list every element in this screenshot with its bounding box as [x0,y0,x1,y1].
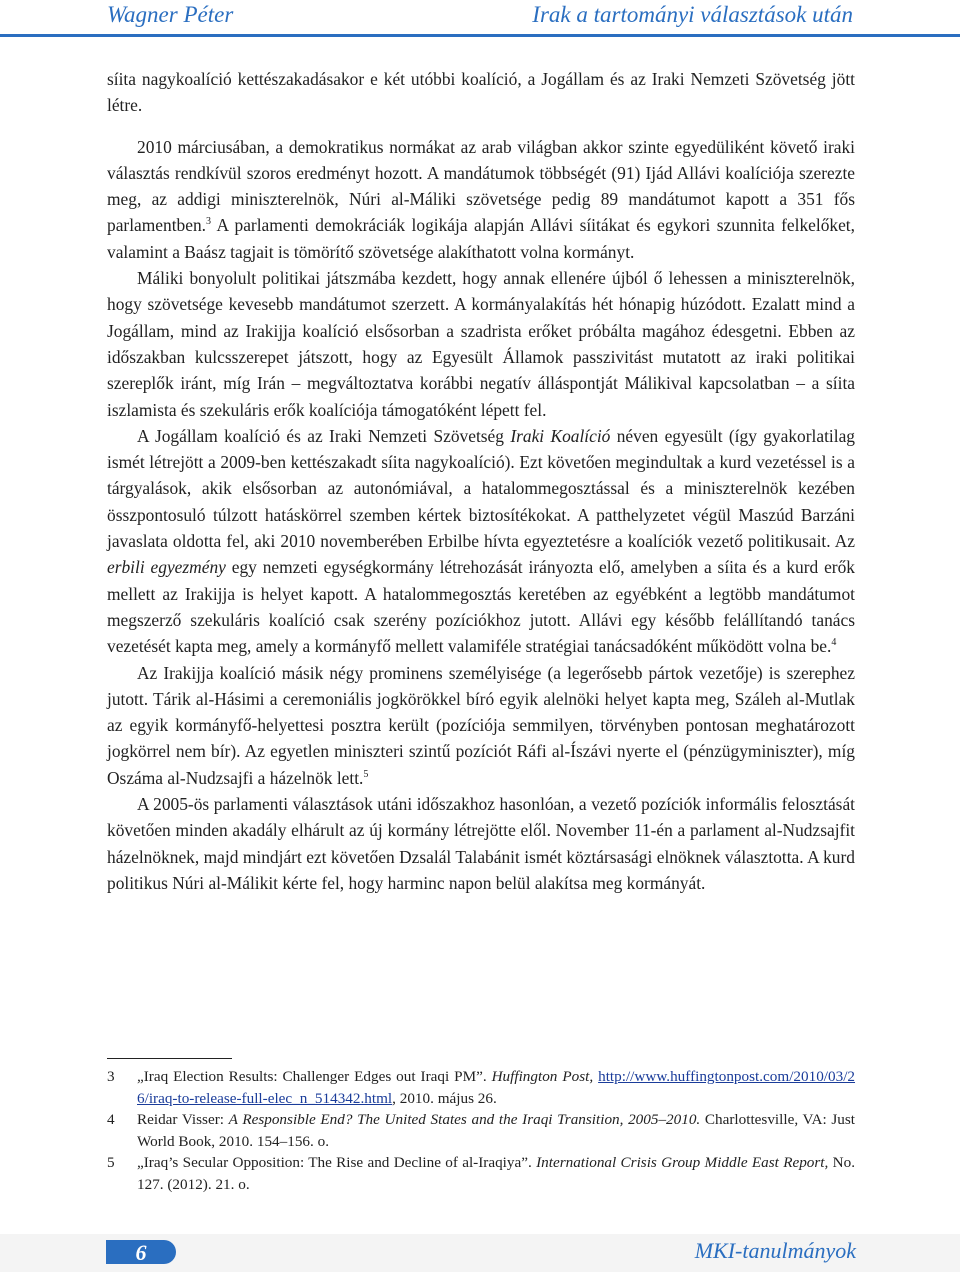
footnote-ref-5[interactable]: 5 [363,768,369,780]
page-number: 6 [106,1240,176,1264]
footnote-5: 5 „Iraq’s Secular Opposition: The Rise and Decline of al-Iraqiya”. International Crisis Group Middle East Report, No. 127. (2012). 21. o. [107,1154,855,1193]
footnote-link[interactable]: http://www.huffingtonpost.com/2010/03/26/iraq-to-release-full-elec_n_514342.html [137,1068,856,1107]
journal-name: MKI-tanulmányok [694,1238,856,1263]
footnote-ref-4[interactable]: 4 [831,637,837,649]
paragraph-iraqiya: Az Irakijja koalíció másik négy prominens személyisége (a legerősebb pártok vezetője) is szerephez jutott. Tárik al-Hásimi a ceremoniális jogkörökkel bíró egyik alelnöki helyet kapta meg, Száleh al-Mutlak az egyik kormányfő-helyettesi posztra került (pozíciója semmilyen, törvényben pontosan meghatározott jogkörrel nem bír). Az egyetlen miniszteri szintű pozíciót Ráfi al-Íszávi nyerte el (pénzügyminiszter), míg Oszáma al-Nudzsajfi a házelnök lett.$^5$ [107,662,855,788]
footnote-ref-3[interactable]: 3 [206,216,211,228]
running-author: Wagner Péter [107,2,234,27]
paragraph-election-2010: 2010 márciusában, a demokratikus normákat az arab világban akkor szinte egyedüliként követő iraki választás rendkívül szoros eredményt hozott. A mandátumok többségét (91) Ijád Allávi koalíciója szerezte meg, az addigi miniszterelnök, Núri al-Máliki szövetsége pedig 89 mandátumot kapott a 351 fős parlamentben.$^3$ A parlamenti demokráciák logikája alapján Allávi síitákat és egykori szunnita felkelőket, valamint a Baász tagjait is tömörítő szövetsége alakíthatott volna kormányt. [107,136,855,262]
footnote-4: 4 Reidar Visser: A Responsible End? The United States and the Iraqi Transition, 2005–2010. Charlottesville, VA: Just World Book, 2010. 154–156. o. [107,1111,855,1150]
paragraph-coalition: A Jogállam koalíció és az Iraki Nemzeti Szövetség Iraki Koalíció néven egyesült (így gyakorlatilag ismét létrejött a 2009-ben kettészakadt síita nagykoalíció). Ezt követően megindultak a kurd vezetéssel is a tárgyalások, akik elsősorban az autonómiával, a hatalommegosztással és a miniszterelnök kezében összpontosuló túlzott hatáskörrel szemben kértek biztosítékokat. A patthelyzetet végül Maszúd Barzáni javaslata oldotta fel, aki 2010 novemberében Erbilbe hívta egyeztetésre a koalíciók vezető politikusait. Az erbili egyezmény egy nemzeti egységkormány létrehozását irányozta elő, amelyben a síita és a kurd erők mellett az Irakijja is helyet kapott. A hatalommegosztás keretében az egyébként a legtöbb mandátumot megszerző szekuláris koalíció csak szerény pozíciókhoz jutott. Allávi egy később felállítandó tanács vezetését kapta meg, amely a kormányfő mellett valamiféle stratégiai tanácsadóként működött volna be.$^4$ [107,425,855,657]
page-header [0,0,960,34]
page-footer [0,1234,960,1267]
footnotes [107,1066,855,1195]
header-rule [0,34,960,37]
paragraph-continued: síita nagykoalíció kettészakadásakor e két utóbbi koalíció, a Jogállam és az Iraki Nemzeti Szövetség jött létre. [107,69,855,116]
body-text [107,66,855,896]
paragraph-maliki: Máliki bonyolult politikai játszmába kezdett, hogy annak ellenére újból ő lehessen a miniszterelnök, hogy szövetsége kevesebb mandátumot szerzett. A kormányalakítás hét hónapig húzódott. Ezalatt mind a Jogállam, mind az Irakijja koalíció elsősorban a szadrista erőket próbálta magához édesgetni. Ebben az időszakban kulcsszerepet játszott, hogy az Egyesült Államok passzivitást mutatott az iraki politikai szereplők iránt, míg Irán – megváltoztatva korábbi negatív álláspontját Málikival kapcsolatban – a síita iszlamista és szekuláris erők koalíciója támogatóként lépett fel. [107,268,855,420]
footnote-rule [107,1058,232,1059]
paragraph-government: A 2005-ös parlamenti választások utáni időszakhoz hasonlóan, a vezető pozíciók informális felosztását követően minden akadály elhárult az új kormány létrejötte elől. November 11-én a parlament al-Nudzsajfit házelnöknek, majd mindjárt ezt követően Dzsalál Talabánit ismét köztársasági elnöknek választotta. A kurd politikus Núri al-Málikit kérte fel, hogy harminc napon belül alakítsa meg kormányát. [107,794,855,893]
running-title: Irak a tartományi választások után [532,2,853,27]
footnote-3: 3 „Iraq Election Results: Challenger Edges out Iraqi PM”. Huffington Post, http://www.huffingtonpost.com/2010/03/26/iraq-to-release-full-elec_n_514342.html, 2010. május 26. [107,1068,856,1107]
